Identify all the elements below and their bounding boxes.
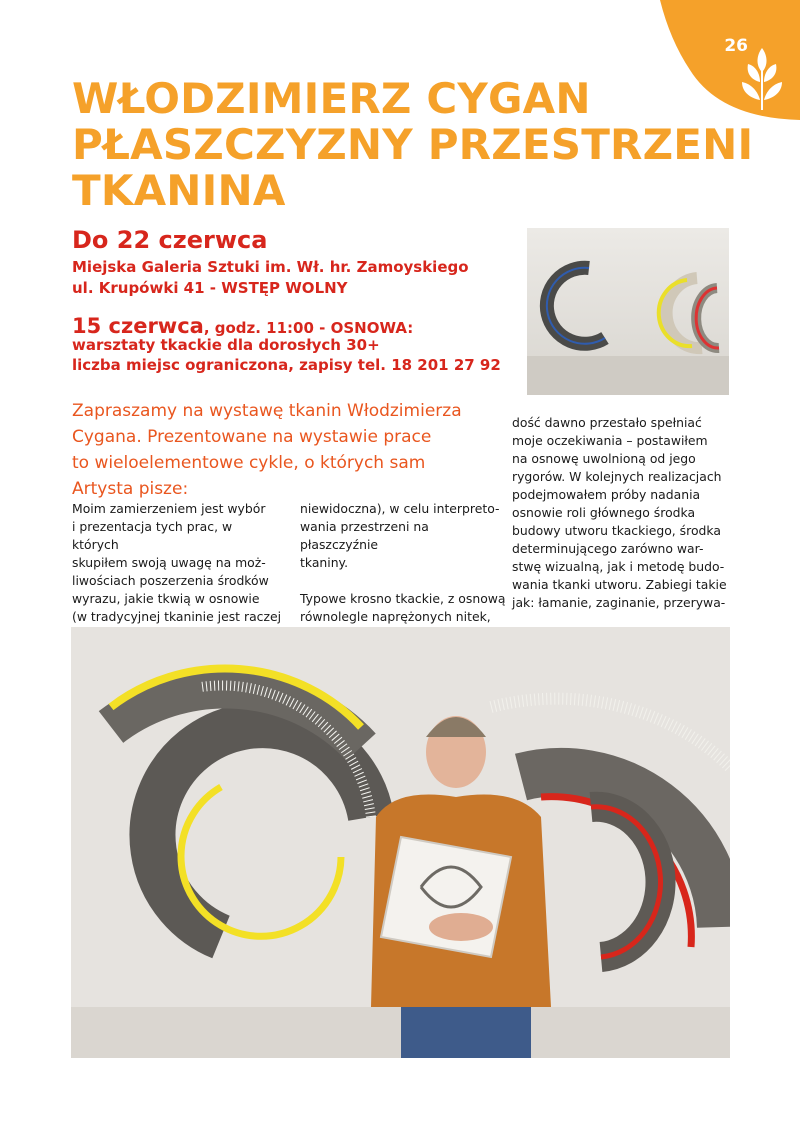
intro-line: to wieloelementowe cykle, o których sam (72, 453, 426, 473)
intro-line: Cygana. Prezentowane na wystawie prace (72, 427, 432, 447)
venue-name: Miejska Galeria Sztuki im. Wł. hr. Zamoyskiego (72, 258, 469, 276)
column-line: niewidoczna), w celu interpreto- (300, 501, 500, 516)
gallery-photo (527, 228, 729, 395)
column-line: osnowie roli głównego środka (512, 505, 696, 520)
column-line: wyrazu, jakie tkwią w osnowie (72, 591, 260, 606)
column-line: dość dawno przestało spełniać (512, 415, 702, 430)
column-line: jak: łamanie, zaginanie, przerywa- (512, 595, 726, 610)
column-paragraph (300, 500, 510, 572)
column-line: tkaniny. (300, 555, 349, 570)
text-column-2 (300, 500, 510, 644)
artist-photo (71, 627, 730, 1058)
column-line: Moim zamierzeniem jest wybór (72, 501, 266, 516)
exhibition-dates: Do 22 czerwca (72, 226, 268, 254)
column-line: liwościach poszerzenia środków (72, 573, 269, 588)
intro-line: Artysta pisze: (72, 479, 189, 499)
column-line: równolegle naprężonych nitek, (300, 609, 491, 624)
column-line: budowy utworu tkackiego, środka (512, 523, 721, 538)
column-line: Typowe krosno tkackie, z osnową (300, 591, 506, 606)
column-line: skupiłem swoją uwagę na moż- (72, 555, 266, 570)
intro-paragraph (72, 398, 502, 502)
column-line: wania przestrzeni na płaszczyźnie (300, 519, 429, 552)
venue-address: ul. Krupówki 41 - WSTĘP WOLNY (72, 279, 348, 297)
workshop-heading (72, 314, 413, 338)
title-line-1: WŁODZIMIERZ CYGAN (72, 74, 591, 123)
text-column-3 (512, 414, 737, 612)
workshop-booking: liczba miejsc ograniczona, zapisy tel. 18 201 27 92 (72, 356, 501, 374)
column-line: determinującego zarówno war- (512, 541, 704, 556)
column-line: i prezentacja tych prac, w których (72, 519, 233, 552)
title-line-3: TKANINA (72, 166, 286, 215)
workshop-date: 15 czerwca (72, 314, 204, 338)
page-number: 26 (724, 36, 748, 56)
column-paragraph (300, 590, 510, 626)
column-line: (w tradycyjnej tkaninie jest raczej (72, 609, 282, 624)
column-line: moje oczekiwania – postawiłem (512, 433, 708, 448)
intro-line: Zapraszamy na wystawę tkanin Włodzimierza (72, 401, 462, 421)
column-line: rygorów. W kolejnych realizacjach (512, 469, 722, 484)
column-line: stwę wizualną, jak i metodę budo- (512, 559, 725, 574)
column-line: wania tkanki utworu. Zabiegi takie (512, 577, 727, 592)
workshop-description: warsztaty tkackie dla dorosłych 30+ (72, 336, 380, 354)
column-line: podejmowałem próby nadania (512, 487, 701, 502)
column-line: na osnowę uwolnioną od jego (512, 451, 696, 466)
page-title (72, 76, 753, 214)
workshop-time: , godz. 11:00 - OSNOWA: (203, 319, 414, 337)
title-line-2: PŁASZCZYZNY PRZESTRZENI (72, 120, 754, 169)
text-column-1 (72, 500, 282, 626)
